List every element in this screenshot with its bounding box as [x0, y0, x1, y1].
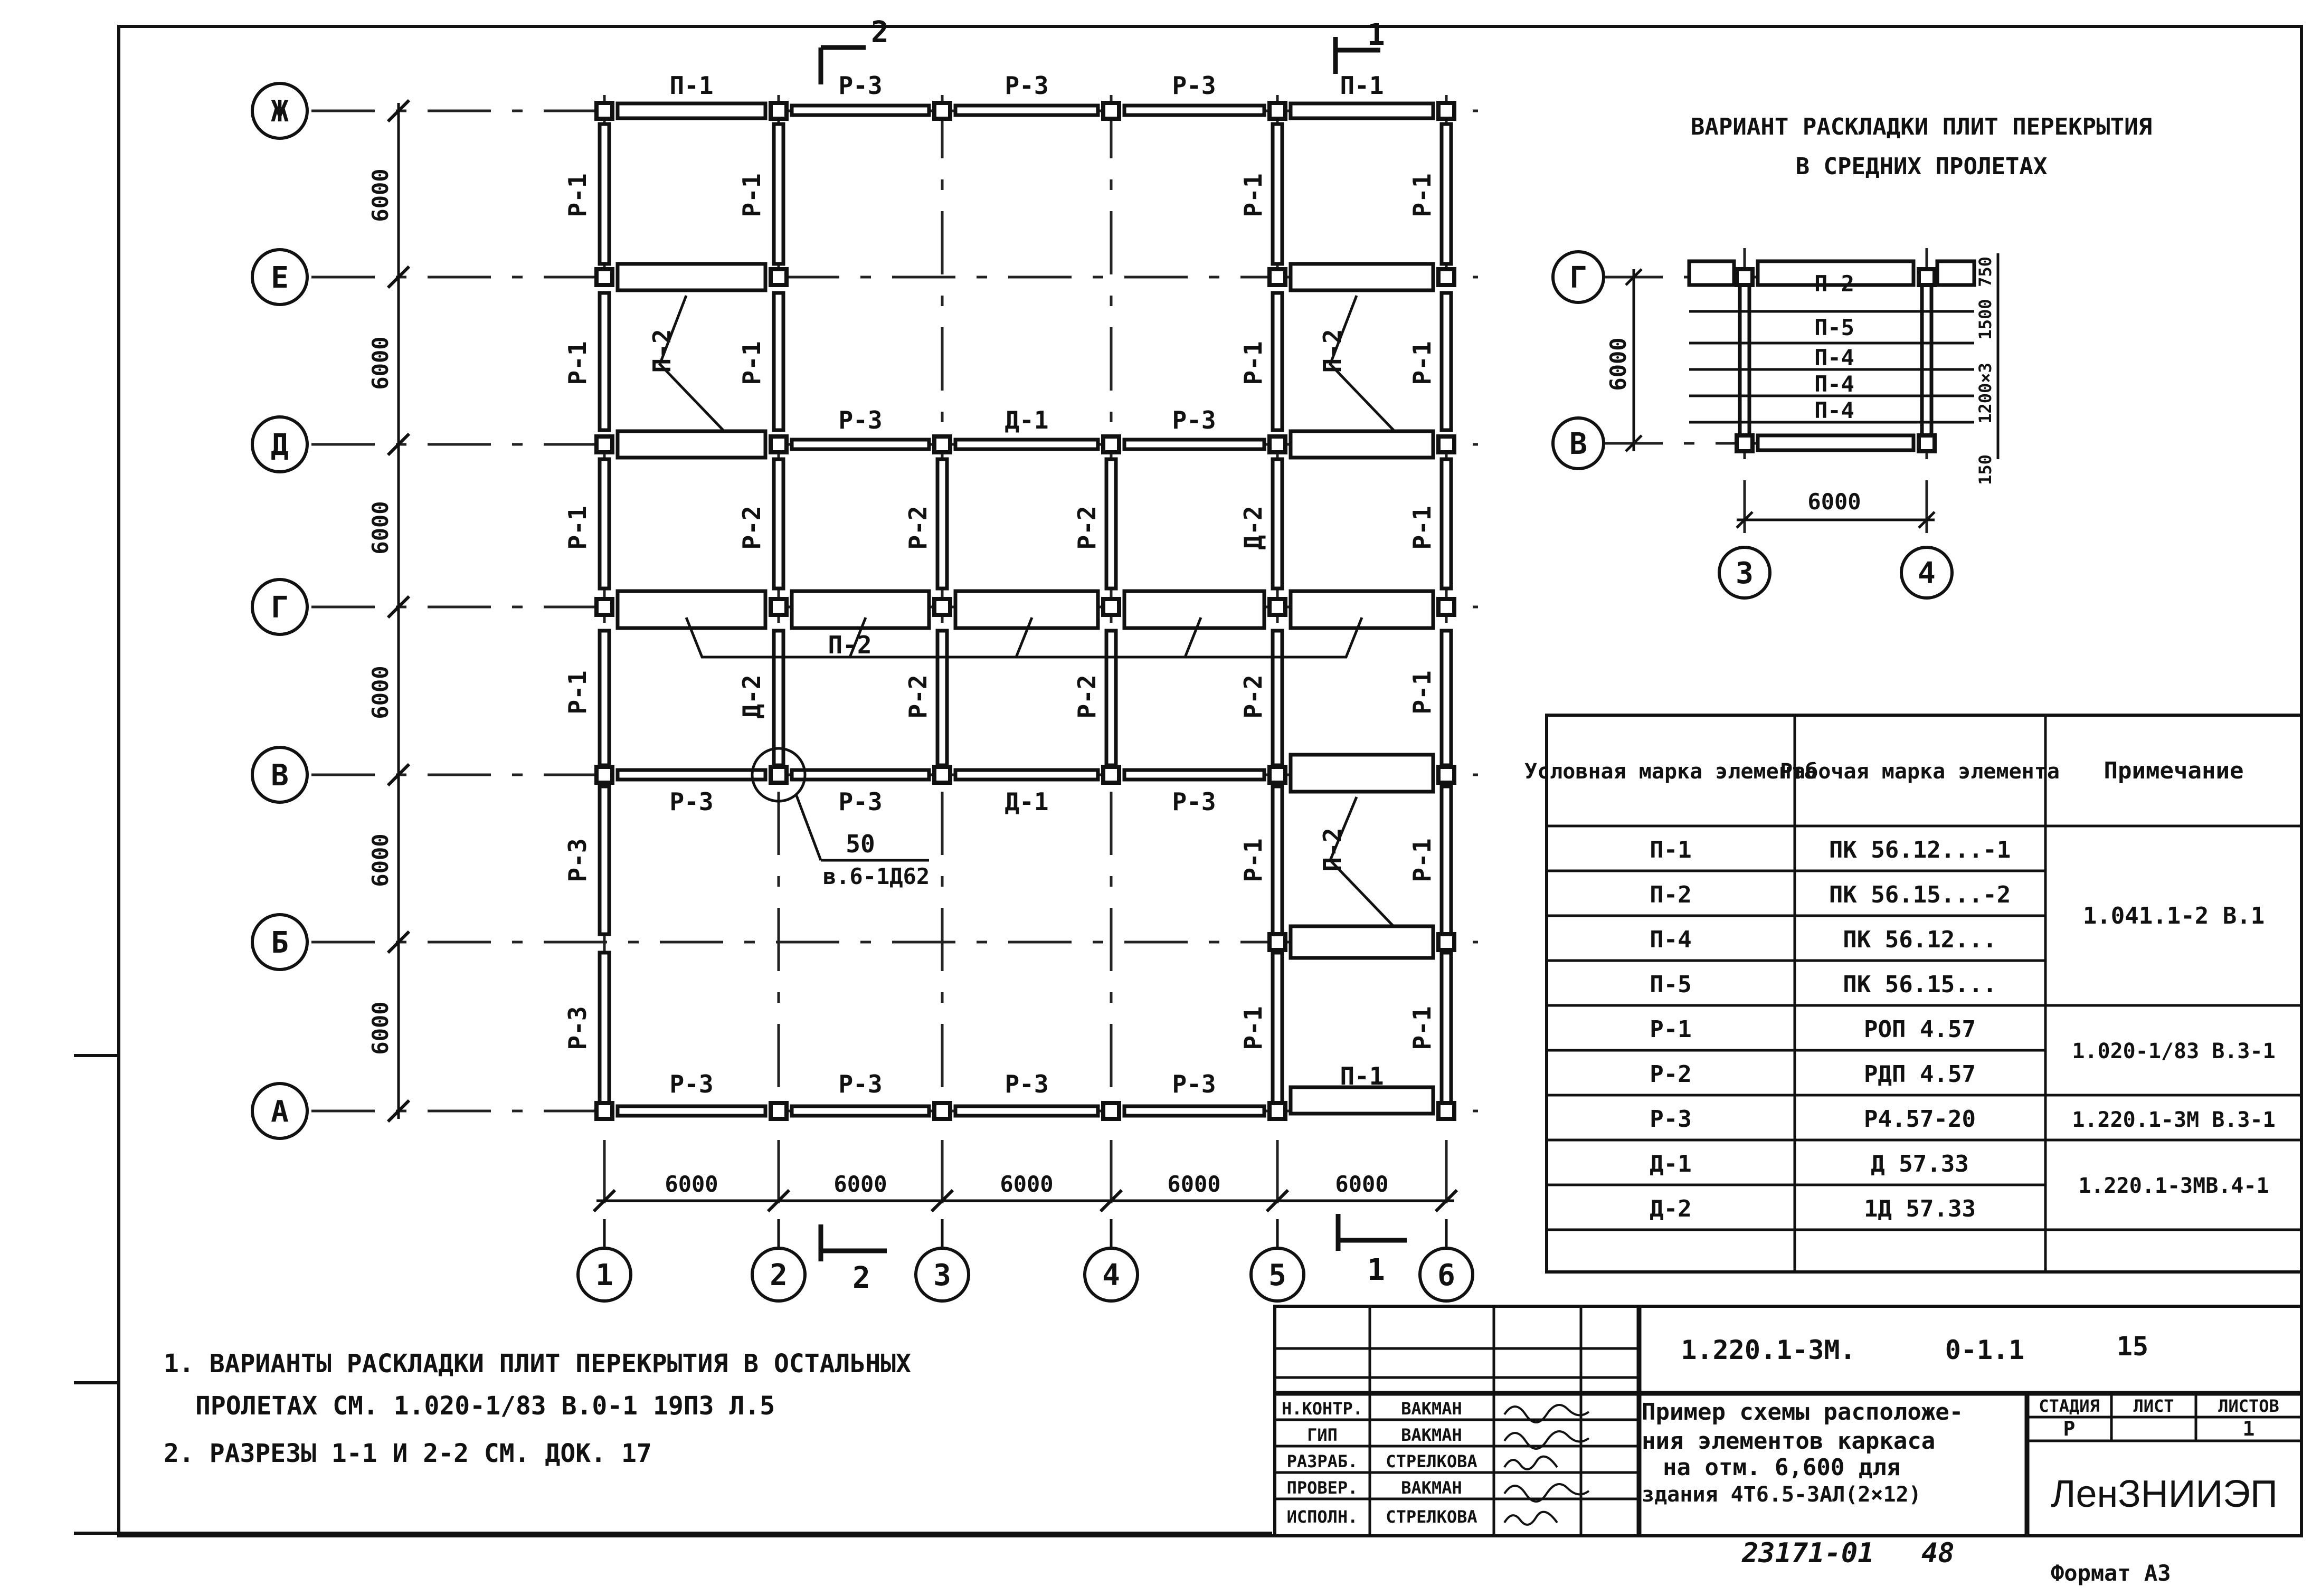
mark-v-col2-2: Р-1 [737, 341, 766, 385]
table-cell: ПК 56.15... [1843, 971, 1997, 998]
svg-text:6: 6 [1437, 1258, 1455, 1293]
desc-line-1: Пример схемы расположе- [1642, 1399, 1964, 1426]
node-callout-top: 50 [846, 830, 875, 858]
mark-v-col1-3: Р-1 [563, 506, 592, 550]
table-cell: РДП 4.57 [1864, 1061, 1976, 1088]
svg-text:В: В [1569, 427, 1587, 461]
mark-v-col3-2: Р-2 [904, 674, 932, 719]
axis-bubble-6 [1420, 1248, 1473, 1301]
table-cell: Р4.57-20 [1864, 1106, 1976, 1133]
table-cell: Р-1 [1650, 1016, 1692, 1043]
svg-text:5: 5 [1268, 1258, 1286, 1293]
dim-left-3: 6000 [367, 501, 393, 555]
inventory-number-2: 48 [1921, 1537, 1955, 1569]
mark-v-col6-3: Р-1 [1408, 506, 1436, 550]
mark-v-4: Р-3 [1172, 787, 1216, 816]
mark-top-3: Р-3 [1005, 71, 1049, 100]
svg-text:3: 3 [933, 1258, 951, 1293]
dim-left-4: 6000 [367, 666, 393, 719]
axis-bubble-e [252, 250, 307, 305]
section-1-top: 1 [1367, 18, 1385, 52]
node-callout-bottom: в.6-1Д62 [822, 863, 930, 889]
variant-bubble-v [1553, 418, 1604, 469]
dim-left-6: 6000 [367, 1001, 393, 1055]
svg-text:Г: Г [1569, 261, 1587, 295]
mark-v-p2-right1: П-2 [1318, 329, 1347, 373]
mark-v-col1-6: Р-3 [563, 1006, 592, 1050]
mark-a-4: Р-3 [1172, 1070, 1216, 1098]
svg-text:4: 4 [1102, 1258, 1120, 1293]
dim-left-1: 6000 [367, 168, 393, 222]
axis-bubble-b [252, 915, 307, 970]
axis-bubble-4 [1085, 1248, 1138, 1301]
role-prover: ПРОВЕР. [1286, 1478, 1358, 1498]
variant-bubble-3 [1719, 547, 1770, 598]
axis-bubble-v [252, 747, 307, 802]
table-note-3: 1.220.1-3М В.3-1 [2072, 1108, 2276, 1132]
variant-slab-5: П-4 [1814, 397, 1854, 423]
stage-value: Р [2063, 1417, 2076, 1440]
mark-v-col4-1: Р-2 [1073, 506, 1101, 550]
variant-slab-3: П-4 [1814, 345, 1854, 370]
svg-text:Г: Г [271, 591, 289, 625]
role-razrab: РАЗРАБ. [1286, 1451, 1358, 1471]
desc-line-2: ния элементов каркаса [1642, 1428, 1936, 1455]
svg-text:1: 1 [595, 1258, 613, 1293]
mark-a-5: П-1 [1340, 1062, 1384, 1090]
name-5: СТРЕЛКОВА [1386, 1507, 1477, 1527]
row-axis-bubbles [252, 83, 307, 1138]
table-cell: Р-3 [1650, 1106, 1692, 1133]
svg-text:Е: Е [271, 261, 289, 295]
svg-text:Д: Д [271, 428, 289, 462]
variant-dim-1500: 1500 [1975, 299, 1995, 340]
mark-v-2: Р-3 [838, 787, 883, 816]
axis-bubble-2 [752, 1248, 805, 1301]
paper-format: Формат А3 [2051, 1560, 2171, 1586]
title-block [1275, 1306, 2301, 1536]
mark-v-col5-5: Р-1 [1239, 838, 1267, 882]
left-dimension-chain [367, 100, 409, 1122]
mark-v-col2-1: Р-1 [737, 173, 766, 217]
mark-v-1: Р-3 [669, 787, 714, 816]
mark-v-col6-6: Р-1 [1408, 1006, 1436, 1050]
mark-v-col6-1: Р-1 [1408, 173, 1436, 217]
table-cell: П-1 [1650, 837, 1692, 863]
table-note-1: 1.041.1-2 В.1 [2082, 902, 2265, 929]
mark-v-p2-right2: П-2 [1318, 828, 1347, 872]
variant-dim-1200: 1200×3 [1975, 363, 1995, 424]
table-cell: ПК 56.12... [1843, 926, 1997, 953]
mark-v-col2-3: Р-2 [737, 506, 766, 550]
mark-v-3: Д-1 [1005, 787, 1049, 816]
dim-bottom-5: 6000 [1335, 1171, 1389, 1197]
dim-left-2: 6000 [367, 336, 393, 390]
section-2-top: 2 [871, 15, 889, 50]
doc-sheet-number: 15 [2116, 1331, 2149, 1362]
svg-text:А: А [271, 1095, 289, 1129]
inventory-number: 23171-01 [1742, 1537, 1874, 1569]
table-cell: П-4 [1650, 926, 1692, 953]
svg-text:Б: Б [271, 926, 289, 960]
doc-code: 1.220.1-3М. [1681, 1335, 1856, 1365]
table-note-2: 1.020-1/83 В.3-1 [2072, 1039, 2276, 1063]
mark-v-col5-2: Р-1 [1239, 341, 1267, 385]
table-cell: Р-2 [1650, 1061, 1692, 1088]
mark-v-col3-1: Р-2 [904, 506, 932, 550]
note-2: 2. РАЗРЕЗЫ 1-1 И 2-2 СМ. ДОК. 17 [164, 1439, 652, 1468]
desc-line-4: здания 4Т6.5-3АЛ(2×12) [1642, 1483, 1921, 1507]
mark-v-p2-left: П-2 [648, 329, 676, 373]
sheet-header: ЛИСТ [2133, 1396, 2174, 1416]
sheets-value: 1 [2242, 1417, 2255, 1440]
mark-v-col5-1: Р-1 [1239, 173, 1267, 217]
name-3: СТРЕЛКОВА [1386, 1451, 1477, 1471]
mark-v-col6-5: Р-1 [1408, 838, 1436, 882]
desc-line-3: на отм. 6,600 для [1663, 1454, 1901, 1481]
mark-v-col6-2: Р-1 [1408, 341, 1436, 385]
axis-bubble-3 [916, 1248, 969, 1301]
role-gip: ГИП [1307, 1425, 1338, 1445]
variant-span-dim: 6000 [1807, 489, 1861, 515]
svg-text:В: В [271, 758, 289, 793]
table-cell: П-5 [1650, 971, 1692, 998]
variant-bubble-g [1553, 252, 1604, 302]
role-nkontr: Н.КОНТР. [1281, 1399, 1363, 1419]
svg-text:Ж: Ж [271, 94, 289, 129]
svg-text:4: 4 [1918, 556, 1936, 591]
sheets-header: ЛИСТОВ [2218, 1396, 2279, 1416]
dim-bottom-2: 6000 [833, 1171, 887, 1197]
mark-a-2: Р-3 [838, 1070, 883, 1098]
section-1-bottom: 1 [1367, 1253, 1385, 1287]
axis-bubble-a [252, 1084, 307, 1138]
mark-d-3: Р-3 [1172, 406, 1216, 434]
dim-bottom-1: 6000 [665, 1171, 718, 1197]
svg-text:2: 2 [770, 1258, 788, 1293]
table-cell: ПК 56.12...-1 [1829, 837, 2011, 863]
table-header-note: Примечание [2104, 757, 2244, 784]
doc-sheet-code: 0-1.1 [1945, 1335, 2025, 1365]
role-ispoln: ИСПОЛН. [1286, 1507, 1358, 1527]
table-header-conditional: Условная марка элемента [1524, 759, 1817, 784]
general-notes [164, 1349, 911, 1468]
mark-v-col1-2: Р-1 [563, 341, 592, 385]
footer [1741, 1537, 2171, 1586]
table-cell: Д 57.33 [1871, 1151, 1969, 1177]
mark-d-2: Д-1 [1005, 406, 1049, 434]
dim-bottom-4: 6000 [1167, 1171, 1221, 1197]
name-4: ВАКМАН [1401, 1478, 1462, 1498]
table-cell: ПК 56.15...-2 [1829, 881, 2011, 908]
table-cell: РОП 4.57 [1864, 1016, 1976, 1043]
mark-v-col1-5: Р-3 [563, 838, 592, 882]
mark-top-5: П-1 [1340, 71, 1384, 100]
name-2: ВАКМАН [1401, 1425, 1462, 1445]
organization: ЛенЗНИИЭП [2051, 1473, 2278, 1515]
axis-bubble-1 [578, 1248, 631, 1301]
mark-a-3: Р-3 [1005, 1070, 1049, 1098]
variant-title-line1: ВАРИАНТ РАСКЛАДКИ ПЛИТ ПЕРЕКРЫТИЯ [1690, 113, 2153, 140]
table-cell: Д-2 [1650, 1195, 1692, 1222]
note-1-line1: 1. ВАРИАНТЫ РАСКЛАДКИ ПЛИТ ПЕРЕКРЫТИЯ В ОСТАЛЬНЫХ [164, 1349, 912, 1379]
dim-bottom-3: 6000 [1000, 1171, 1054, 1197]
axis-bubble-d [252, 417, 307, 472]
variant-slab-1: П-2 [1814, 271, 1854, 297]
mark-top-4: Р-3 [1172, 71, 1216, 100]
variant-slab-2: П-5 [1814, 315, 1854, 340]
table-note-4: 1.220.1-3МВ.4-1 [2078, 1174, 2269, 1198]
mark-v-col5-4: Р-2 [1239, 674, 1267, 719]
variant-height-dim: 6000 [1605, 337, 1631, 391]
variant-title-line2: В СРЕДНИХ ПРОЛЕТАХ [1795, 153, 2048, 180]
name-1: ВАКМАН [1401, 1399, 1462, 1419]
table-cell: Д-1 [1650, 1151, 1692, 1177]
bottom-dimension-chain [594, 1171, 1457, 1211]
mark-v-col2-4: Д-2 [737, 674, 766, 719]
mark-v-col1-4: Р-1 [563, 670, 592, 715]
variant-slab-4: П-4 [1814, 371, 1854, 397]
section-2-bottom: 2 [852, 1261, 870, 1295]
mark-a-1: Р-3 [669, 1070, 714, 1098]
mark-g-p2: П-2 [828, 631, 872, 659]
mark-v-col5-3: Д-2 [1239, 506, 1267, 550]
table-cell: 1Д 57.33 [1864, 1195, 1976, 1222]
stage-header: СТАДИЯ [2039, 1396, 2100, 1416]
note-1-line2: ПРОЛЕТАХ СМ. 1.020-1/83 В.0-1 19ПЗ Л.5 [195, 1391, 775, 1421]
mark-v-col6-4: Р-1 [1408, 670, 1436, 715]
horizontal-members [618, 103, 1433, 1116]
variant-dim-750: 750 [1975, 256, 1995, 287]
axis-bubble-g [252, 580, 307, 634]
mark-top-2: Р-3 [838, 71, 883, 100]
mark-d-1: Р-3 [838, 406, 883, 434]
table-header-working: Рабочая марка элемента [1780, 759, 2060, 784]
spec-table [1524, 715, 2301, 1272]
mark-v-col4-2: Р-2 [1073, 674, 1101, 719]
svg-text:3: 3 [1736, 556, 1754, 591]
mark-v-col1-1: Р-1 [563, 173, 592, 217]
variant-dim-150: 150 [1975, 454, 1995, 485]
mark-top-1: П-1 [669, 71, 714, 100]
dim-left-5: 6000 [367, 833, 393, 887]
variant-bubble-4 [1901, 547, 1952, 598]
mark-v-col5-6: Р-1 [1239, 1006, 1267, 1050]
axis-bubble-5 [1251, 1248, 1304, 1301]
variant-detail [1553, 113, 2152, 598]
axis-bubble-zh [252, 83, 307, 138]
table-cell: П-2 [1650, 881, 1692, 908]
